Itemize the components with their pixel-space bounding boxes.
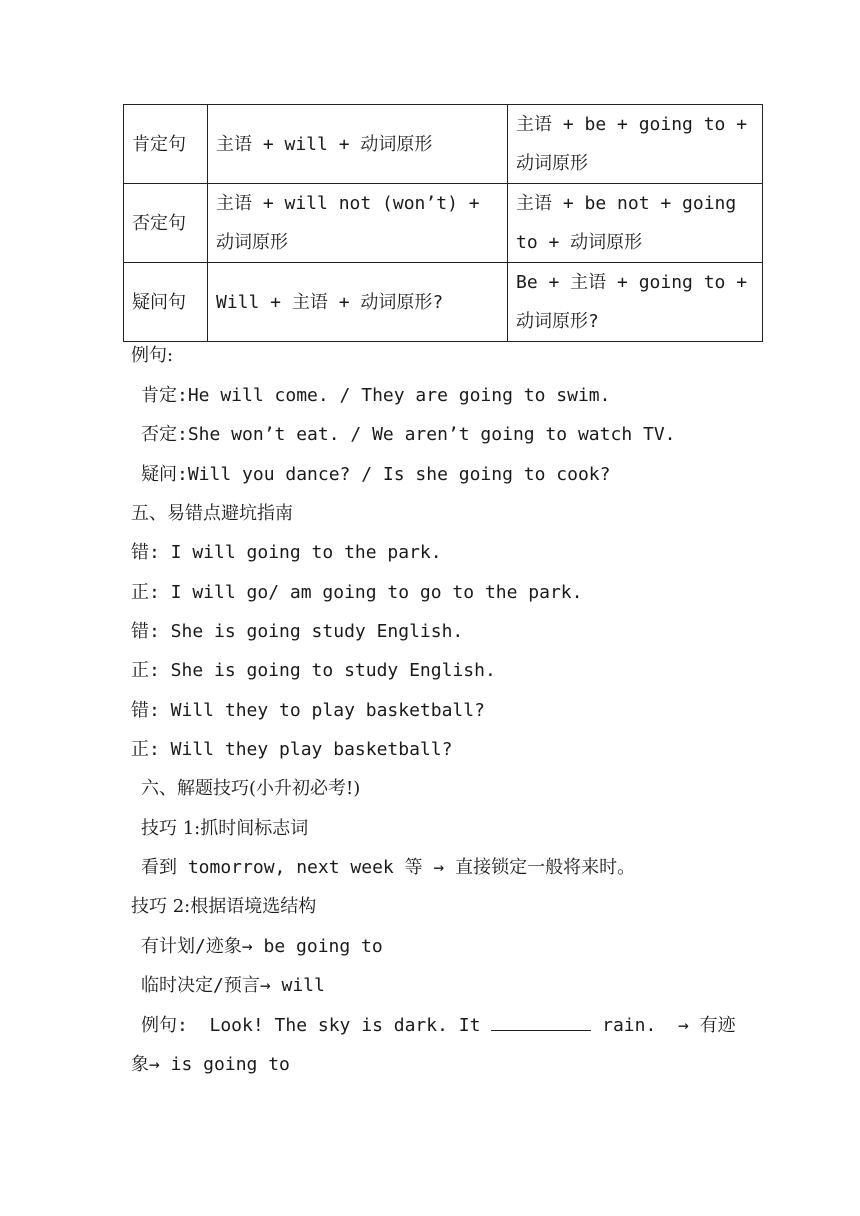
table-row	[124, 105, 763, 184]
right-example-2: 正: She is going to study English.	[131, 660, 496, 681]
tip-1-body: 看到 tomorrow, next week 等 → 直接锁定一般将来时。	[141, 857, 636, 878]
section-six-title: 六、解题技巧(小升初必考!)	[141, 778, 361, 799]
section-five-title: 五、易错点避坑指南	[131, 503, 293, 524]
tip-2-title: 技巧 2:根据语境选结构	[131, 896, 317, 917]
going-to-structure: 主语 + be not + going to + 动词原形	[508, 184, 763, 263]
table-row	[124, 184, 763, 263]
example-prefix: 例句: Look! The sky is dark. It	[141, 1015, 492, 1036]
examples-heading: 例句:	[131, 345, 174, 366]
going-to-structure: 主语 + be + going to + 动词原形	[508, 105, 763, 184]
tip-2-plan: 有计划/迹象→ be going to	[141, 936, 383, 957]
row-label: 疑问句	[124, 263, 208, 342]
will-structure: 主语 + will not (won’t) + 动词原形	[208, 184, 508, 263]
will-structure: Will + 主语 + 动词原形?	[208, 263, 508, 342]
wrong-example-2: 错: She is going study English.	[131, 621, 464, 642]
table-row	[124, 263, 763, 342]
wrong-example-1: 错: I will going to the park.	[131, 542, 442, 563]
example-question: 疑问:Will you dance? / Is she going to cook?	[141, 464, 611, 485]
example-suffix: rain. → 有迹	[591, 1015, 736, 1036]
will-structure: 主语 + will + 动词原形	[208, 105, 508, 184]
right-example-1: 正: I will go/ am going to go to the park.	[131, 582, 583, 603]
tense-structure-table	[123, 104, 763, 342]
tip-1-title: 技巧 1:抓时间标志词	[141, 818, 309, 839]
answer-blank	[491, 1014, 591, 1031]
row-label: 否定句	[124, 184, 208, 263]
right-example-3: 正: Will they play basketball?	[131, 739, 453, 760]
example-negative: 否定:She won’t eat. / We aren’t going to watch TV.	[141, 424, 676, 445]
example-affirmative: 肯定:He will come. / They are going to swim.	[141, 385, 611, 406]
tip-2-decide: 临时决定/预言→ will	[141, 975, 325, 996]
going-to-structure: Be + 主语 + going to + 动词原形?	[508, 263, 763, 342]
row-label: 肯定句	[124, 105, 208, 184]
tip-2-example	[141, 1014, 736, 1038]
tip-2-example-continued: 象→ is going to	[131, 1054, 290, 1075]
wrong-example-3: 错: Will they to play basketball?	[131, 700, 485, 721]
